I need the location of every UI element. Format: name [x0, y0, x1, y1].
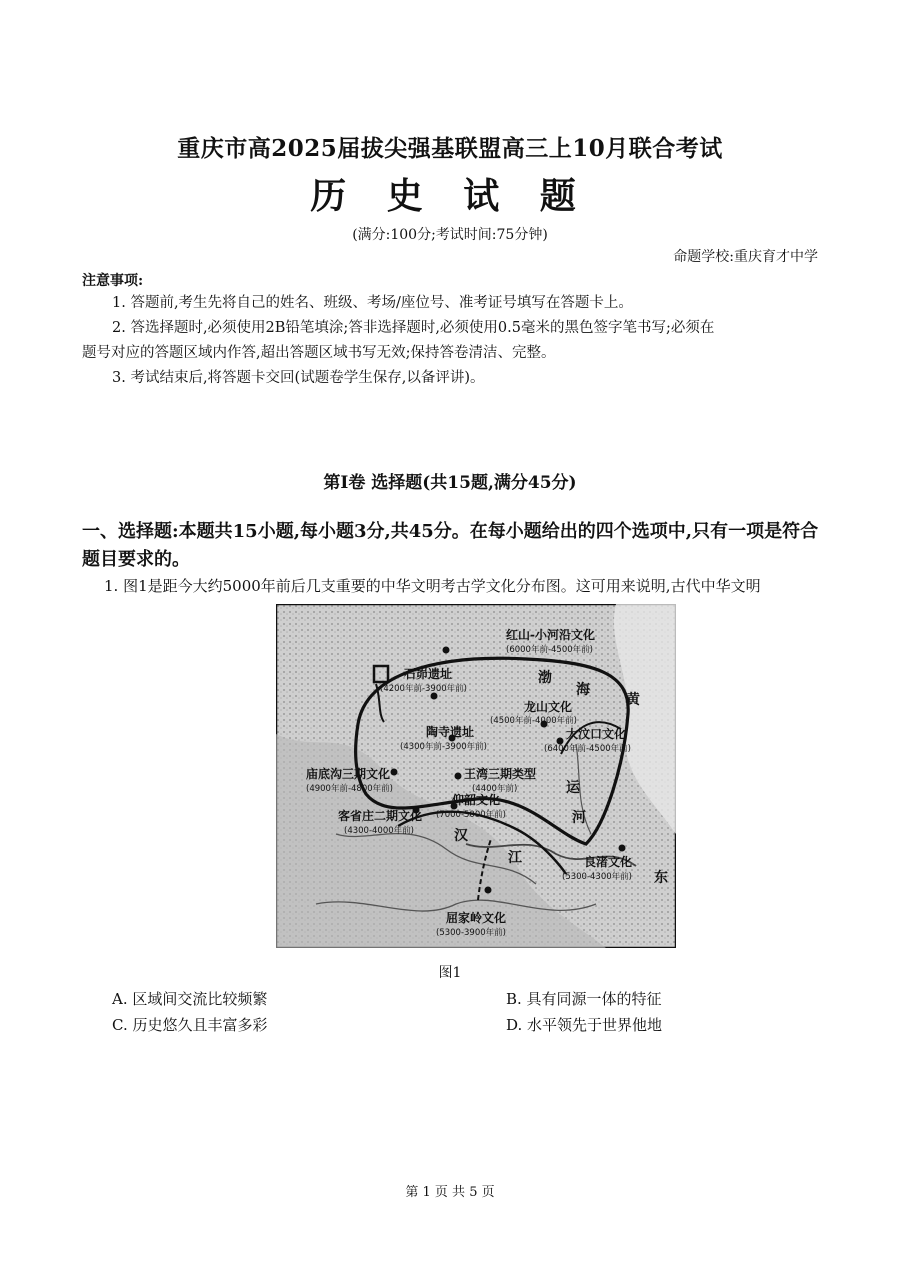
site-date: (4400年前) [472, 784, 518, 794]
site-marker [455, 773, 462, 780]
exam-title: 重庆市高2025届拔尖强基联盟高三上10月联合考试 [177, 135, 723, 162]
site-date: (5300-3900年前) [436, 928, 506, 938]
site-name: 石峁遗址 [404, 667, 453, 681]
site-name: 屈家岭文化 [446, 911, 507, 925]
option-a: A. 区域间交流比较频繁 [112, 990, 268, 1008]
site-name: 陶寺遗址 [426, 725, 475, 739]
site-name: 仰韶文化 [452, 793, 501, 807]
site-name: 客省庄二期文化 [338, 809, 423, 823]
page-footer: 第 1 页 共 5 页 [405, 1185, 495, 1200]
site-date: (4300年前-3900年前) [400, 742, 487, 752]
site-name: 庙底沟三期文化 [306, 767, 391, 781]
option-b: B. 具有同源一体的特征 [506, 990, 662, 1008]
notice-list [82, 291, 820, 391]
site-name: 良渚文化 [584, 855, 633, 869]
site-date: (4500年前-4000年前) [490, 716, 577, 726]
site-marker [485, 887, 492, 894]
site-name: 红山-小河沿文化 [506, 628, 595, 642]
site-name: 大汶口文化 [566, 727, 627, 741]
notice-item: 2. 答选择题时,必须使用2B铅笔填涂;答非选择题时,必须使用0.5毫米的黑色签字笔书写;必须在 [112, 320, 715, 336]
site-marker [619, 845, 626, 852]
option-d: D. 水平领先于世界他地 [506, 1016, 663, 1034]
site-marker [443, 647, 450, 654]
notice-heading: 注意事项: [82, 273, 144, 289]
figure-caption: 图1 [438, 965, 462, 981]
site-date: (4200年前-3900年前) [380, 684, 467, 694]
question-1-stem: 1. 图1是距今大约5000年前后几支重要的中华文明考古学文化分布图。这可用来说明,古代中华文明 [104, 577, 761, 595]
site-date: (6400年前-4500年前) [544, 744, 631, 754]
part-heading: 一、选择题:本题共15小题,每小题3分,共45分。在每小题给出的四个选项中,只有一项是符合题目要求的。 [82, 521, 819, 570]
map-label: 汉 [454, 828, 468, 844]
site-date: (6000年前-4500年前) [506, 645, 593, 655]
map-label: 河 [572, 810, 586, 826]
site-name: 龙山文化 [524, 700, 573, 714]
map-label: 黄 [626, 692, 640, 708]
score-info: (满分:100分;考试时间:75分钟) [352, 227, 548, 243]
site-name: 王湾三期类型 [464, 767, 537, 781]
map-label: 海 [576, 682, 590, 698]
setting-school: 命题学校:重庆育才中学 [673, 249, 818, 265]
notice-item: 题号对应的答题区域内作答,超出答题区域书写无效;保持答卷清洁、完整。 [82, 345, 556, 361]
option-c: C. 历史悠久且丰富多彩 [112, 1016, 268, 1034]
map-label: 渤 [538, 670, 552, 686]
map-label: 东 [654, 870, 668, 886]
map-label: 江 [508, 850, 522, 866]
section-title: 第Ⅰ卷 选择题(共15题,满分45分) [323, 473, 577, 493]
site-date: (4900年前-4800年前) [306, 784, 393, 794]
culture-distribution-map [276, 604, 676, 948]
notice-item: 3. 考试结束后,将答题卡交回(试题卷学生保存,以备评讲)。 [112, 370, 485, 386]
site-date: (5300-4300年前) [562, 872, 632, 882]
subject-title: 历 史 试 题 [310, 175, 590, 217]
map-label: 运 [566, 780, 580, 796]
site-date: (4300-4000年前) [344, 826, 414, 836]
site-date: (7000-5000年前) [436, 810, 506, 820]
notice-item: 1. 答题前,考生先将自己的姓名、班级、考场/座位号、准考证号填写在答题卡上。 [112, 295, 633, 311]
site-marker [391, 769, 398, 776]
